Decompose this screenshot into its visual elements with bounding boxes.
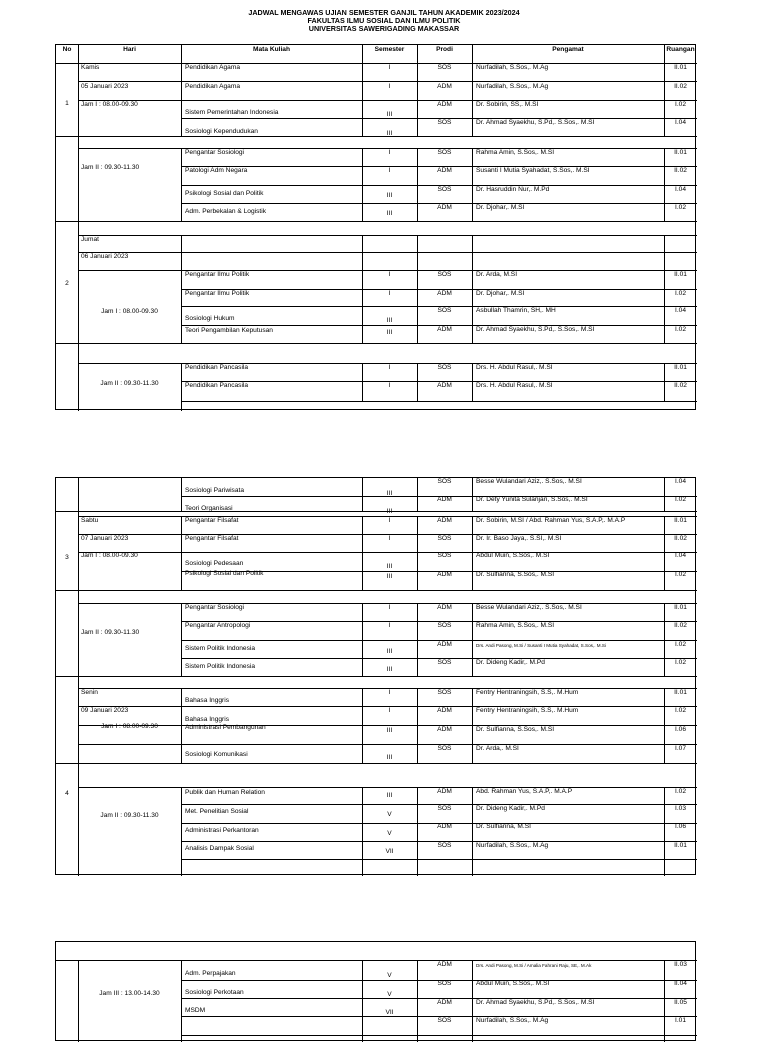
room: II.02 [674,83,687,90]
rule-vertical [181,688,182,763]
room: I.06 [675,823,686,830]
prodi: ADM [437,167,452,174]
row-number: 3 [65,554,69,561]
session-label: Jam III : 13.00-14.30 [99,990,160,997]
examiner-name: Dr. Djohar,. M.SI [476,290,525,297]
prodi: SOS [437,307,452,314]
course-name: Sosiologi Perkotaan [185,989,244,996]
room: I.04 [675,478,686,485]
room: II.01 [674,149,687,156]
semester: III [386,508,393,515]
prodi: ADM [437,823,452,830]
semester: III [386,317,393,324]
rule-vertical [472,148,473,221]
room: I.02 [675,204,686,211]
room: II.01 [674,842,687,849]
examiner-name: Dr. Sulfianna, S.Sos,. M.SI [476,726,555,733]
room: I.02 [675,641,686,648]
prodi: SOS [437,659,452,666]
prodi: ADM [437,726,452,733]
semester: III [386,329,393,336]
semester: III [386,573,393,580]
room: II.02 [674,167,687,174]
examiner-name: Dr. Ahmad Syaekhu, S.Pd,. S.Sos,. M.SI [476,326,595,333]
examiner-name: Rahma Amin, S.Sos,. M.SI [476,622,555,629]
date-label: 05 Januari 2023 [81,83,129,90]
rule-vertical [181,960,182,1042]
prodi: ADM [437,999,452,1006]
rule-vertical [78,45,79,411]
course-name: Pengantar Sosiologi [185,149,245,156]
room: II.02 [674,535,687,542]
rule-horizontal [181,859,697,860]
rule-vertical [362,688,363,763]
column-header-examiner: Pengamat [552,46,584,53]
examiner-name: Drs. H. Abdul Rasul,. M.SI [476,364,553,371]
prodi: ADM [437,496,452,503]
prodi: SOS [437,119,452,126]
semester: V [387,991,392,998]
examiner-name: Drs. Andi Pasong, M.Si / Susanti I Mutia Syahadat, S.Sos,. M.Si [476,643,606,648]
semester: III [386,792,393,799]
semester: I [388,271,391,278]
session-label: Jam I : 08.00-09.30 [101,308,158,315]
course-name: Sosiologi Hukum [185,315,235,322]
session-label: Jam II : 09.30-11.30 [81,629,140,636]
column-header-course: Mata Kuliah [252,46,290,53]
course-name: Pengantar Ilmu Politik [185,290,250,297]
examiner-name: Dr. Hasruddin Nur,. M.Pd [476,186,550,193]
semester: V [387,972,392,979]
course-name: Adm. Perpajakan [185,970,236,977]
room: I.02 [675,290,686,297]
prodi: ADM [437,204,452,211]
course-name: Pendidikan Pancasila [185,382,249,389]
rule-vertical [181,45,182,136]
semester: V [387,830,392,837]
prodi: ADM [437,788,452,795]
examiner-name: Nurfadilah, S.Sos,. M.Ag [476,1017,549,1024]
semester: I [388,689,391,696]
semester: III [386,490,393,497]
date-label: 06 Januari 2023 [81,253,129,260]
rule-horizontal [181,1035,697,1036]
rule-horizontal [181,81,697,82]
room: II.01 [674,64,687,71]
semester: I [388,83,391,90]
rule-vertical [472,363,473,401]
rule-horizontal [78,235,697,236]
column-header-sem: Semester [374,46,405,53]
room: I.04 [675,119,686,126]
course-name: Administrasi Pembangunan [185,724,266,731]
day-label: Kamis [81,64,100,71]
room: II.02 [674,382,687,389]
examiner-name: Abdul Muin, S.Sos,. M.SI [476,552,550,559]
session-label: Jam II : 09.30-11.30 [81,164,140,171]
rule-vertical [472,516,473,590]
examiner-name: Dr. Sobirin, M.SI / Abd. Rahman Yus, S.A.P,. M.A.P [476,517,626,524]
semester: III [386,754,393,761]
examiner-name: Rahma Amin, S.Sos,. M.SI [476,149,555,156]
room: II.04 [674,980,687,987]
rule-vertical [472,235,473,343]
room: II.01 [674,689,687,696]
semester: I [388,290,391,297]
examiner-name: Fentry Hentraningsih, S.S,. M.Hum [476,689,579,696]
rule-vertical [472,787,473,876]
room: I.06 [675,726,686,733]
course-name: Sosiologi Komunikasi [185,751,248,758]
rule-vertical [664,787,665,876]
rule-vertical [78,960,79,1042]
prodi: ADM [437,326,452,333]
rule-horizontal [56,960,697,961]
semester: I [388,64,391,71]
rule-vertical [472,960,473,1042]
room: I.02 [675,101,686,108]
course-name: Teori Pengambilan Keputusan [185,327,273,334]
semester: III [386,210,393,217]
schedule-table-page-2 [55,477,696,875]
semester: I [388,707,391,714]
row-number: 2 [65,280,69,287]
room: I.02 [675,707,686,714]
course-name: Pengantar Filsafat [185,535,239,542]
faculty-name: FAKULTAS ILMU SOSIAL DAN ILMU POLITIK [307,16,461,26]
room: II.05 [674,999,687,1006]
rule-vertical [472,45,473,136]
prodi: ADM [437,382,452,389]
prodi: SOS [437,364,452,371]
prodi: ADM [437,707,452,714]
rule-vertical [472,603,473,676]
semester: III [386,130,393,137]
examiner-name: Nurfadilah, S.Sos,. M.Ag [476,842,549,849]
semester: I [388,149,391,156]
date-label: 09 Januari 2023 [81,707,129,714]
row-number: 4 [65,790,69,797]
column-header-day: Hari [123,46,136,53]
semester: I [388,604,391,611]
room: I.01 [675,1017,686,1024]
examiner-name: Dr. Sulfianna, M.SI [476,823,531,830]
examiner-name: Dr. Ir. Baso Jaya,. S.SI,. M.SI [476,535,562,542]
course-name: Bahasa Inggris [185,697,229,704]
room: I.02 [675,788,686,795]
rule-vertical [472,478,473,511]
room: I.04 [675,307,686,314]
course-name: Psikologi Sosial dan Politik [185,190,264,197]
course-name: Sosiologi Kependudukan [185,128,258,135]
course-name: MSDM [185,1007,206,1014]
examiner-name: Dr. Arda, M.SI [476,271,518,278]
prodi: ADM [437,604,452,611]
course-name: Pendidikan Agama [185,83,240,90]
course-name: Publik dan Human Relation [185,789,265,796]
room: I.04 [675,186,686,193]
semester: III [386,666,393,673]
examiner-name: Susanti I Mutia Syahadat, S.Sos,. M.SI [476,167,590,174]
rule-horizontal [78,270,181,271]
prodi: SOS [437,980,452,987]
room: II.02 [674,622,687,629]
room: I.02 [675,571,686,578]
room: II.01 [674,271,687,278]
semester: I [388,535,391,542]
rule-vertical [362,45,363,136]
course-name: Pengantar Antropologi [185,622,251,629]
course-name: Adm. Perbekalan & Logistik [185,208,266,215]
semester: III [386,727,393,734]
course-name: Sosiologi Pariwisata [185,487,245,494]
rule-horizontal [56,221,697,222]
day-label: Senin [81,689,98,696]
semester: V [387,811,392,818]
examiner-name: Besse Wulandari Aziz,. S.Sos,. M.SI [476,604,582,611]
examiner-name: Dr. Djohar,. M.SI [476,204,525,211]
semester: I [388,622,391,629]
prodi: SOS [437,271,452,278]
examiner-name: Fentry Hentraningsih, S.S,. M.Hum [476,707,579,714]
rule-horizontal [56,343,697,344]
course-name: Pengantar Filsafat [185,517,239,524]
rule-horizontal [78,744,181,745]
examiner-name: Dr. Ahmad Syaekhu, S.Pd,. S.Sos,. M.SI [476,999,595,1006]
rule-horizontal [56,590,697,591]
prodi: SOS [437,478,452,485]
room: I.02 [675,659,686,666]
room: II.01 [674,517,687,524]
prodi: SOS [437,622,452,629]
room: I.02 [675,496,686,503]
examiner-name: Dr. Dideng Kadir,. M.Pd [476,659,545,666]
prodi: SOS [437,689,452,696]
prodi: ADM [437,571,452,578]
column-header-prodi: Prodi [436,46,453,53]
semester: I [388,517,391,524]
semester: I [388,167,391,174]
examiner-name: Drs. H. Abdul Rasul,. M.SI [476,382,553,389]
examiner-name: Dr. Sulfianna, S.Sos,. M.SI [476,571,555,578]
prodi: ADM [437,517,452,524]
examiner-name: Nurfadilah, S.Sos,. M.Ag [476,64,549,71]
prodi: SOS [437,552,452,559]
prodi: ADM [437,290,452,297]
date-label: 07 Januari 2023 [81,535,129,542]
course-name: Pengantar Ilmu Politik [185,271,250,278]
prodi: SOS [437,186,452,193]
semester: III [386,648,393,655]
examiner-name: Drs. Andi Pasong, M.Si / Amalia Fahrani Raju, SE,. M.Ak [476,963,592,968]
rule-vertical [417,787,418,876]
prodi: SOS [437,745,452,752]
examiner-name: Dr. Dety Yunita Sulanjari, S.Sos,. M.SI [476,496,588,503]
examiner-name: Asbullah Thamrin, SH,. MH [476,307,556,314]
schedule-table-page-1 [55,44,696,410]
examiner-name: Nurfadilah, S.Sos,. M.Ag [476,83,549,90]
session-label: Jam II : 09.30-11.30 [100,380,159,387]
day-label: Jumat [81,236,99,243]
prodi: ADM [437,961,452,968]
course-name: Sosiologi Pedesaan [185,560,244,567]
course-name: Pendidikan Agama [185,64,240,71]
session-label: Jam I : 08.00-09.30 [81,101,138,108]
column-header-room: Ruangan [666,46,695,53]
course-name: Met. Penelitian Sosial [185,808,249,815]
room: II.01 [674,604,687,611]
semester: I [388,364,391,371]
course-name: Sistem Politik Indonesia [185,663,256,670]
examiner-name: Abd. Rahman Yus, S.A.P,. M.A.P [476,788,573,795]
semester: III [386,563,393,570]
prodi: SOS [437,1017,452,1024]
course-name: Sistem Politik Indonesia [185,645,256,652]
examiner-name: Dr. Dideng Kadir,. M.Pd [476,805,545,812]
rule-horizontal [78,81,181,82]
course-name: Administrasi Perkantoran [185,827,259,834]
column-header-no: No [62,46,72,53]
room: I.07 [675,745,686,752]
examiner-name: Dr. Arda,. M.SI [476,745,519,752]
room: I.04 [675,552,686,559]
rule-vertical [181,516,182,590]
room: I.03 [675,805,686,812]
prodi: SOS [437,149,452,156]
schedule-table-page-3 [55,941,696,1041]
university-name: UNIVERSITAS SAWERIGADING MAKASSAR [308,24,460,34]
semester: III [386,192,393,199]
day-label: Sabtu [81,517,99,524]
examiner-name: Dr. Sobirin, SS,. M.SI [476,101,539,108]
document-title: JADWAL MENGAWAS UJIAN SEMESTER GANJIL TAHUN AKADEMIK 2023/2024 [248,8,520,17]
rule-vertical [472,688,473,763]
course-name: Analisis Dampak Sosial [185,845,254,852]
rule-vertical [181,363,182,401]
examiner-name: Abdul Muin, S.Sos,. M.SI [476,980,550,987]
rule-horizontal [78,787,697,788]
course-name: Teori Organisasi [185,505,233,512]
session-label: Jam I : 08.00-09.30 [81,552,138,559]
rule-horizontal [181,401,697,402]
room: I.02 [675,326,686,333]
semester: I [388,382,391,389]
course-name: Pengantar Sosiologi [185,604,245,611]
prodi: ADM [437,83,452,90]
rule-vertical [362,235,363,343]
rule-vertical [181,401,182,411]
course-name: Bahasa Inggris [185,716,229,723]
rule-vertical [181,235,182,343]
semester: III [386,111,393,118]
course-name: Psikologi Sosial dan Politik [185,570,264,577]
prodi: SOS [437,64,452,71]
session-label: Jam II : 09.30-11.30 [100,812,159,819]
semester: VII [385,848,394,855]
prodi: SOS [437,535,452,542]
rule-horizontal [56,676,697,677]
rule-vertical [181,478,182,511]
course-name: Pendidikan Pancasila [185,364,249,371]
course-name: Sistem Pemerintahan Indonesia [185,109,279,116]
room: II.01 [674,364,687,371]
prodi: SOS [437,805,452,812]
prodi: ADM [437,641,452,648]
examiner-name: Dr. Ahmad Syaekhu, S.Pd,. S.Sos,. M.SI [476,119,595,126]
row-number: 1 [65,100,69,107]
rule-horizontal [181,252,697,253]
semester: VII [385,1009,394,1016]
rule-vertical [181,787,182,876]
examiner-name: Besse Wulandari Aziz,. S.Sos,. M.SI [476,478,582,485]
room: II.03 [674,961,687,968]
session-label: Jam I : 08.00-09.30 [101,723,158,730]
rule-vertical [181,603,182,676]
course-name: Patologi Adm Negara [185,167,248,174]
rule-horizontal [78,763,697,764]
rule-vertical [181,148,182,221]
prodi: SOS [437,842,452,849]
prodi: ADM [437,101,452,108]
